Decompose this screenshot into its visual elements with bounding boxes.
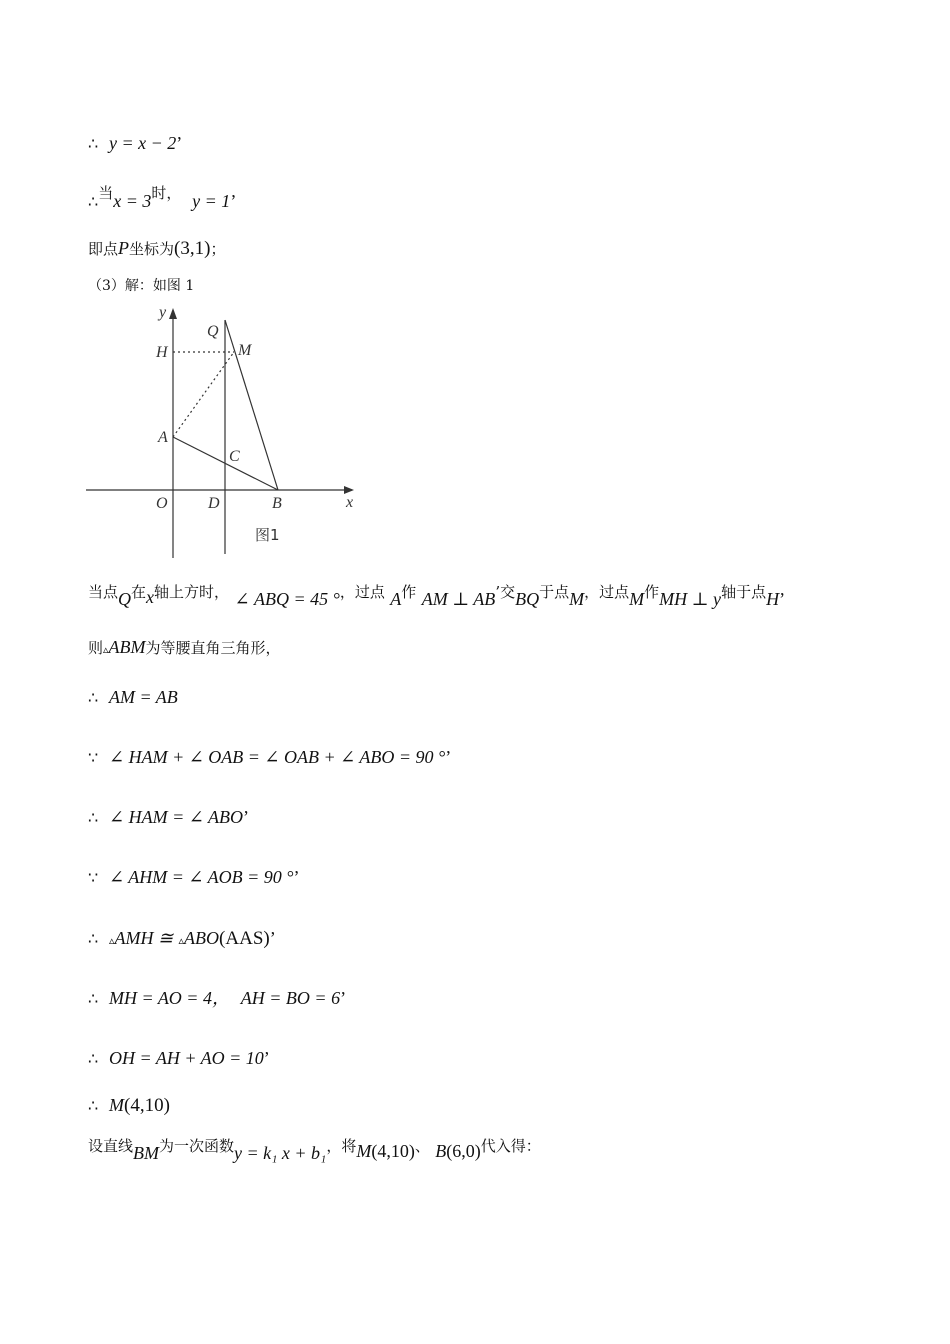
label-c: C — [229, 448, 240, 465]
equation: ∠ AHM = ∠ AOB = 90 ° — [109, 867, 294, 887]
punct: ’ — [445, 747, 452, 767]
text: 为等腰直角三角形， — [145, 639, 281, 657]
triangle-symbol: ▵ — [178, 934, 185, 947]
equation: y = k₁ x + b₁ — [234, 1143, 327, 1163]
text: 、 — [414, 1137, 430, 1155]
text: 于点 — [539, 583, 570, 601]
line-13 — [88, 1047, 270, 1070]
variable: M — [569, 589, 585, 609]
line-1 — [88, 132, 182, 155]
text: ，过点 — [584, 583, 630, 601]
section-heading: （3）解：如图 1 — [88, 278, 195, 294]
line-12 — [88, 987, 346, 1010]
therefore-symbol: ∴ — [88, 1096, 99, 1115]
text: 坐标为 — [129, 240, 175, 258]
text: ，过点 — [339, 583, 385, 601]
text: 则 — [88, 639, 104, 657]
line-11 — [88, 927, 276, 952]
label-b: B — [272, 495, 282, 512]
label-x: x — [346, 494, 354, 511]
variable: BM — [133, 1143, 160, 1163]
label-a: A — [158, 429, 168, 446]
punct: ’ — [176, 133, 183, 153]
label-d: D — [208, 495, 220, 512]
text: 代入得： — [480, 1137, 541, 1155]
equation: ∠ ABQ = 45 ° — [234, 589, 340, 609]
coordinates: (4,10) — [124, 1095, 170, 1116]
punct: ’ — [779, 589, 786, 609]
variable: P — [118, 238, 130, 258]
therefore-symbol: ∴ — [88, 1049, 99, 1068]
punct: ’ — [340, 988, 347, 1008]
therefore-symbol: ∴ — [88, 134, 99, 153]
therefore-symbol: ∴ — [88, 192, 99, 211]
equation: AM ⊥ AB — [421, 589, 496, 609]
punct: ’ — [293, 867, 300, 887]
equation: AMH ≅ — [114, 928, 174, 948]
equation: OH = AH + AO = 10 — [109, 1048, 264, 1068]
because-symbol: ∵ — [88, 868, 99, 887]
punct: ’ — [269, 928, 276, 948]
line-9 — [88, 806, 249, 829]
text: 设直线 — [88, 1137, 134, 1155]
therefore-symbol: ∴ — [88, 688, 99, 707]
variable: x — [146, 587, 155, 607]
label-h: H — [156, 344, 168, 361]
line-6 — [88, 636, 281, 661]
y-axis-arrow — [169, 308, 177, 319]
label-q: Q — [207, 323, 219, 340]
equation: y = x − 2 — [109, 133, 177, 153]
x-axis-arrow — [344, 486, 354, 494]
variable: B — [435, 1141, 447, 1161]
therefore-symbol: ∴ — [88, 808, 99, 827]
variable: A — [390, 589, 402, 609]
text: ，将 — [326, 1137, 357, 1155]
label-y: y — [159, 304, 167, 321]
variable: BQ — [515, 589, 540, 609]
line-2 — [88, 184, 237, 213]
line-14 — [88, 1094, 170, 1117]
triangle-symbol: ▵ — [109, 934, 115, 947]
text: 即点 — [88, 240, 119, 258]
variable: M — [356, 1141, 372, 1161]
text: 轴于点 — [721, 583, 767, 601]
equation: MH = AO = 4， — [109, 988, 230, 1008]
variable: M — [629, 589, 645, 609]
text: 作 — [644, 583, 660, 601]
figure-caption: 图1 — [255, 526, 280, 544]
punct: ； — [210, 240, 226, 258]
therefore-symbol: ∴ — [88, 929, 99, 948]
text: 当 — [98, 184, 114, 202]
text: 轴上方时， — [154, 583, 230, 601]
coordinates: (6,0) — [446, 1141, 481, 1161]
equation: AM = AB — [109, 687, 178, 707]
text: 作 — [401, 583, 417, 601]
equation: AH = BO = 6 — [240, 988, 341, 1008]
line-15 — [88, 1134, 541, 1163]
line-5 — [88, 580, 786, 609]
text: 时， — [151, 184, 182, 202]
text: 为一次函数 — [159, 1137, 235, 1155]
equation: MH ⊥ y — [659, 589, 722, 609]
equation: x = 3 — [113, 191, 152, 211]
line-8 — [88, 746, 451, 769]
coordinates: (3,1) — [174, 238, 211, 259]
variable: Q — [118, 589, 132, 609]
punct: ’ — [230, 191, 237, 211]
therefore-symbol: ∴ — [88, 989, 99, 1008]
figure-1 — [82, 302, 372, 564]
congruence-reason: (AAS) — [219, 928, 270, 949]
equation: ∠ HAM + ∠ OAB = ∠ OAB + ∠ ABO = 90 ° — [109, 747, 446, 767]
line-7 — [88, 686, 178, 709]
equation: ABO — [184, 928, 220, 948]
label-m: M — [238, 342, 252, 359]
because-symbol: ∵ — [88, 748, 99, 767]
punct: ’ — [242, 807, 249, 827]
coordinates: (4,10) — [371, 1141, 415, 1161]
equation: y = 1 — [192, 191, 231, 211]
text: 在 — [131, 583, 147, 601]
variable: M — [109, 1095, 124, 1115]
line-10 — [88, 866, 299, 889]
text: ’交 — [495, 583, 516, 601]
line-3 — [88, 237, 225, 260]
label-o: O — [156, 495, 168, 512]
line-4 — [88, 274, 194, 297]
equation: ∠ HAM = ∠ ABO — [109, 807, 243, 827]
triangle-symbol: ▵ — [103, 643, 109, 656]
variable: ABM — [108, 637, 146, 657]
text: 当点 — [88, 583, 119, 601]
punct: ’ — [263, 1048, 270, 1068]
variable: H — [766, 589, 780, 609]
